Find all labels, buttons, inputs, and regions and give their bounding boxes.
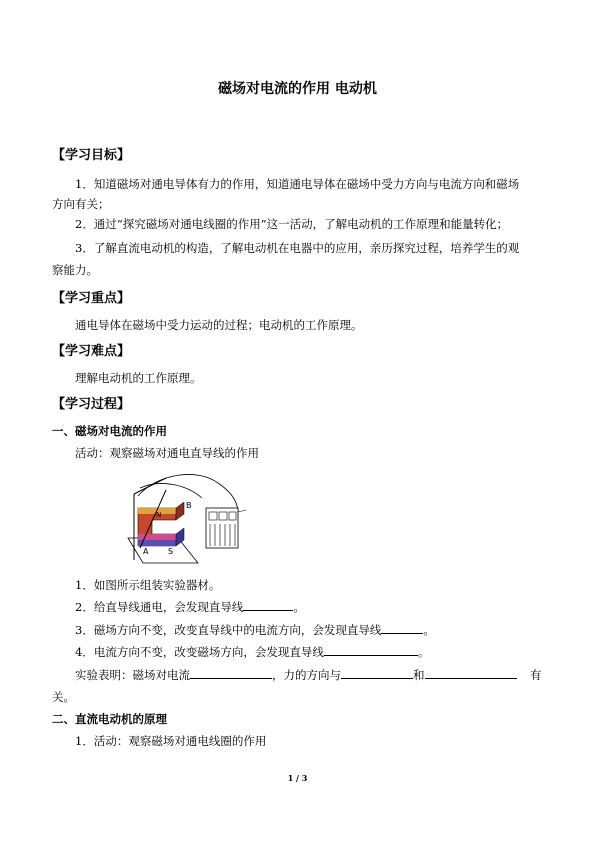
goal-item-3: 3．了解直流电动机的构造，了解电动机在电器中的应用，亲历探究过程，培养学生的观	[75, 241, 520, 255]
conclusion-blank-3[interactable]	[425, 665, 517, 679]
step-1: 1．如图所示组装实验器材。	[75, 578, 221, 592]
part1-title: 一、磁场对电流的作用	[52, 424, 167, 438]
step-2-period: 。	[293, 600, 305, 614]
step-3-text: 3．磁场方向不变，改变直导线中的电流方向，会发现直导线	[75, 623, 382, 637]
conclusion-end: 有	[530, 668, 542, 682]
label-n: N	[156, 511, 162, 519]
part2-activity: 1．活动：观察磁场对通电线圈的作用	[75, 734, 267, 748]
difficulty-heading: 【学习难点】	[52, 344, 131, 359]
goals-heading: 【学习目标】	[52, 148, 131, 163]
step-4-period: 。	[417, 645, 430, 659]
goal-item-2: 2．通过“探究磁场对通电线圈的作用”这一活动，了解电动机的工作原理和能量转化；	[75, 217, 509, 231]
label-s: S	[168, 547, 174, 556]
experiment-figure	[118, 468, 258, 568]
part1-activity: 活动：观察磁场对通电直导线的作用	[75, 446, 259, 460]
process-heading: 【学习过程】	[52, 397, 131, 412]
key-heading: 【学习重点】	[52, 291, 131, 306]
goal-item-1: 1．知道磁场对通电导体有力的作用，知道通电导体在磁场中受力方向与电流方向和磁场	[75, 177, 520, 191]
step-4-text: 4．电流方向不变，改变磁场方向，会发现直导线	[75, 645, 324, 659]
label-b: B	[186, 501, 192, 510]
conclusion-text-b: ，力的方向与	[272, 668, 341, 682]
conclusion-blank-1[interactable]	[190, 665, 272, 679]
step-2-blank[interactable]	[243, 597, 293, 611]
step-4-blank[interactable]	[324, 642, 418, 656]
step-2	[75, 597, 305, 617]
conclusion-line	[75, 665, 517, 685]
conclusion-text-c: 和	[413, 668, 425, 682]
step-4	[75, 642, 429, 662]
document-title: 磁场对电流的作用 电动机	[218, 81, 377, 97]
step-3-blank[interactable]	[381, 620, 423, 634]
step-2-text: 2．给直导线通电，会发现直导线	[75, 600, 244, 614]
goal-item-3-cont: 察能力。	[52, 263, 98, 277]
conclusion-cont: 关。	[52, 690, 75, 704]
goal-item-1-cont: 方向有关；	[52, 197, 110, 211]
power-supply	[206, 508, 246, 548]
difficulty-text: 理解电动机的工作原理。	[75, 371, 202, 385]
conclusion-text-a: 实验表明：磁场对电流	[75, 668, 190, 682]
conclusion-blank-2[interactable]	[341, 665, 413, 679]
key-text: 通电导体在磁场中受力运动的过程；电动机的工作原理。	[75, 318, 363, 332]
part2-title: 二、直流电动机的原理	[52, 712, 167, 726]
page-number: 1 / 3	[287, 773, 308, 783]
step-3-period: 。	[423, 623, 435, 637]
step-3	[75, 620, 435, 640]
label-a: A	[143, 547, 149, 556]
